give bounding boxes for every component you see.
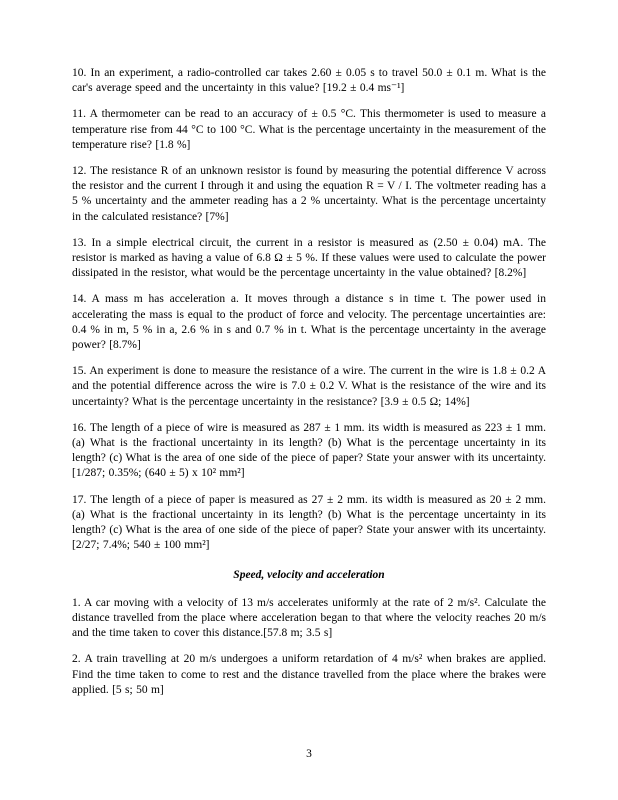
document-content (72, 66, 546, 709)
problem-paragraph-14: 14. A mass m has acceleration a. It moves through a distance s in time t. The power used in accelerating the mass is equal to the product of force and velocity. The percentage uncertainties are: 0.4 % in m, 5 % in a, 2.6 % in s and 0.7 % in t. What is the percentage uncertainty in the average power? [8.7%] (72, 293, 546, 352)
problem-paragraph-15: 15. An experiment is done to measure the resistance of a wire. The current in the wire is 1.8 ± 0.2 A and the potential difference across the wire is 7.0 ± 0.2 V. What is the resistance of the wire and its uncertainty? What is the percentage uncertainty in the resistance? [3.9 ± 0.5 Ω; 14%] (72, 365, 546, 408)
problem-paragraph-13: 13. In a simple electrical circuit, the current in a resistor is measured as (2.50 ± 0.04) mA. The resistor is marked as having a value of 6.8 Ω ± 5 %. If these values were used to calculate the power dissipated in the resistor, what would be the percentage uncertainty in the value obtained? [8.2%] (72, 236, 546, 280)
section-heading: Speed, velocity and acceleration (233, 569, 385, 582)
section-problem-paragraph-2: 2. A train travelling at 20 m/s undergoes a uniform retardation of 4 m/s² when brakes are applied. Find the time taken to come to rest and the distance travelled from the place where the brakes were applied. [5 s; 50 m] (72, 653, 546, 696)
problem-paragraph-16: 16. The length of a piece of wire is measured as 287 ± 1 mm. its width is measured as 223 ± 1 mm. (a) What is the fractional uncertainty in its length? (b) What is the percentage uncertainty in its length? (c) What is the area of one side of the piece of paper? State your answer with its uncertainty. [1/287; 0.35%; (640 ± 5) x 10² mm²] (72, 421, 546, 480)
problem-paragraph-10: 10. In an experiment, a radio-controlled car takes 2.60 ± 0.05 s to travel 50.0 ± 0.1 m. What is the car's average speed and the uncertainty in this value? [19.2 ± 0.4 ms⁻¹] (72, 67, 546, 95)
problem-paragraph-11: 11. A thermometer can be read to an accuracy of ± 0.5 °C. This thermometer is used to measure a temperature rise from 44 °C to 100 °C. What is the percentage uncertainty in the measurement of the temperature rise? [1.8 %] (72, 108, 546, 151)
problem-paragraph-17: 17. The length of a piece of paper is measured as 27 ± 2 mm. its width is measured as 20 ± 2 mm. (a) What is the fractional uncertainty in its length? (b) What is the percentage uncertainty in its length? (c) What is the area of one side of the piece of paper? State your answer with its uncertainty. [2/27; 7.4%; 540 ± 100 mm²] (72, 493, 546, 552)
problem-paragraph-12: 12. The resistance R of an unknown resistor is found by measuring the potential difference V across the resistor and the current I through it and using the equation R = V / I. The voltmeter reading has a 5 % uncertainty and the ammeter reading has a 2 % uncertainty. What is the percentage uncertainty in the calculated resistance? [7%] (72, 165, 546, 223)
page-number: 3 (306, 747, 312, 760)
section-problem-paragraph-1: 1. A car moving with a velocity of 13 m/s accelerates uniformly at the rate of 2 m/s². Calculate the distance travelled from the place where acceleration began to that where the velocity reaches 20 m/s and the time taken to cover this distance.[57.8 m; 3.5 s] (72, 596, 546, 640)
